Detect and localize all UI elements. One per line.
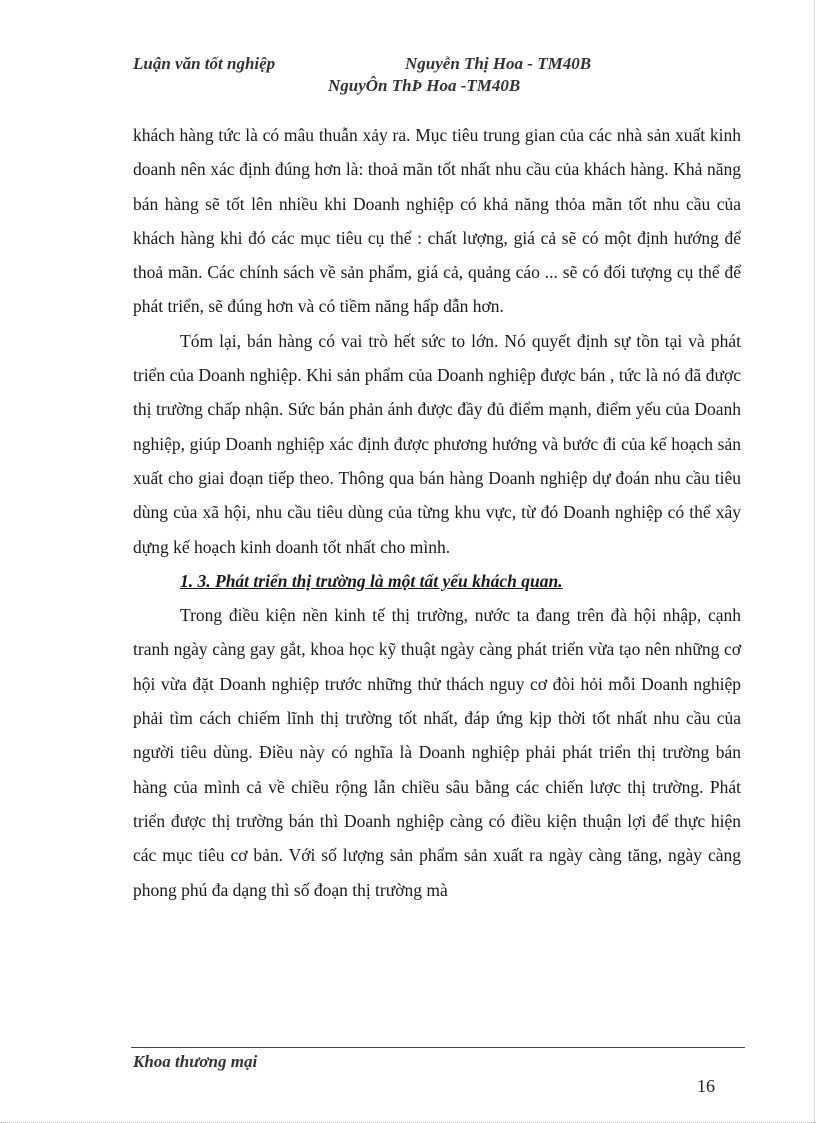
footer-faculty: Khoa thương mại xyxy=(133,1052,258,1071)
footer-divider xyxy=(131,1047,745,1048)
paragraph-continuation: khách hàng tức là có mâu thuẫn xảy ra. Mục tiêu trung gian của các nhà sản xuất kinh doanh nên xác định đúng hơn là: thoả mãn tốt nhất nhu cầu của khách hàng. Khả năng bán hàng sẽ tốt lên nhiều khi Doanh nghiệp có khả năng thỏa mãn tốt nhu cầu của khách hàng khi đó các mục tiêu cụ thể : chất lượng, giá cả sẽ có một định hướng để thoả mãn. Các chính sách về sản phẩm, giá cả, quảng cáo ... sẽ có đối tượng cụ thể để phát triển, sẽ đúng hơn và có tiềm năng hấp dẫn hơn. xyxy=(133,125,741,317)
header-author: Nguyễn Thị Hoa - TM40B xyxy=(405,54,592,73)
header-thesis-title: Luận văn tốt nghiệp xyxy=(133,54,276,73)
page-number: 16 xyxy=(697,1076,715,1096)
header-author-garbled: NguyÔn ThÞ Hoa -TM40B xyxy=(328,76,521,95)
paragraph-market-development: Trong điều kiện nền kinh tế thị trường, nước ta đang trên đà hội nhập, cạnh tranh ngày càng gay gắt, khoa học kỹ thuật ngày càng phát triển vừa tạo nên những cơ hội vừa đặt Doanh nghiệp trước những thử thách nguy cơ đòi hỏi mỗi Doanh nghiệp phải tìm cách chiếm lĩnh thị trường tốt nhất, đáp ứng kịp thời tốt nhất nhu cầu của người tiêu dùng. Điều này có nghĩa là Doanh nghiệp phải phát triển thị trường bán hàng của mình cả về chiều rộng lẫn chiều sâu bằng các chiến lược thị trường. Phát triển được thị trường bán thì Doanh nghiệp càng có điều kiện thuận lợi để thực hiện các mục tiêu cơ bản. Với số lượng sản phẩm sản xuất ra ngày càng tăng, ngày càng phong phú đa dạng thì số đoạn thị trường mà xyxy=(133,605,741,900)
section-heading xyxy=(133,564,741,598)
section-heading-text: 1. 3. Phát triển thị trường là một tất yếu khách quan. xyxy=(180,570,563,591)
page-header xyxy=(133,54,733,78)
paragraph-summary: Tóm lại, bán hàng có vai trò hết sức to lớn. Nó quyết định sự tồn tại và phát triển của Doanh nghiệp. Khi sản phẩm của Doanh nghiệp được bán , tức là nó đã được thị trường chấp nhận. Sức bán phản ánh được đầy đủ điểm mạnh, điểm yếu của Doanh nghiệp, giúp Doanh nghiệp xác định được phương hướng và bước đi của kế hoạch sản xuất cho giai đoạn tiếp theo. Thông qua bán hàng Doanh nghiệp dự đoán nhu cầu tiêu dùng của xã hội, nhu cầu tiêu dùng của từng khu vực, từ đó Doanh nghiệp có thể xây dựng kế hoạch kinh doanh tốt nhất cho mình. xyxy=(133,330,741,557)
document-body xyxy=(133,118,741,907)
page-right-border xyxy=(814,0,815,1123)
